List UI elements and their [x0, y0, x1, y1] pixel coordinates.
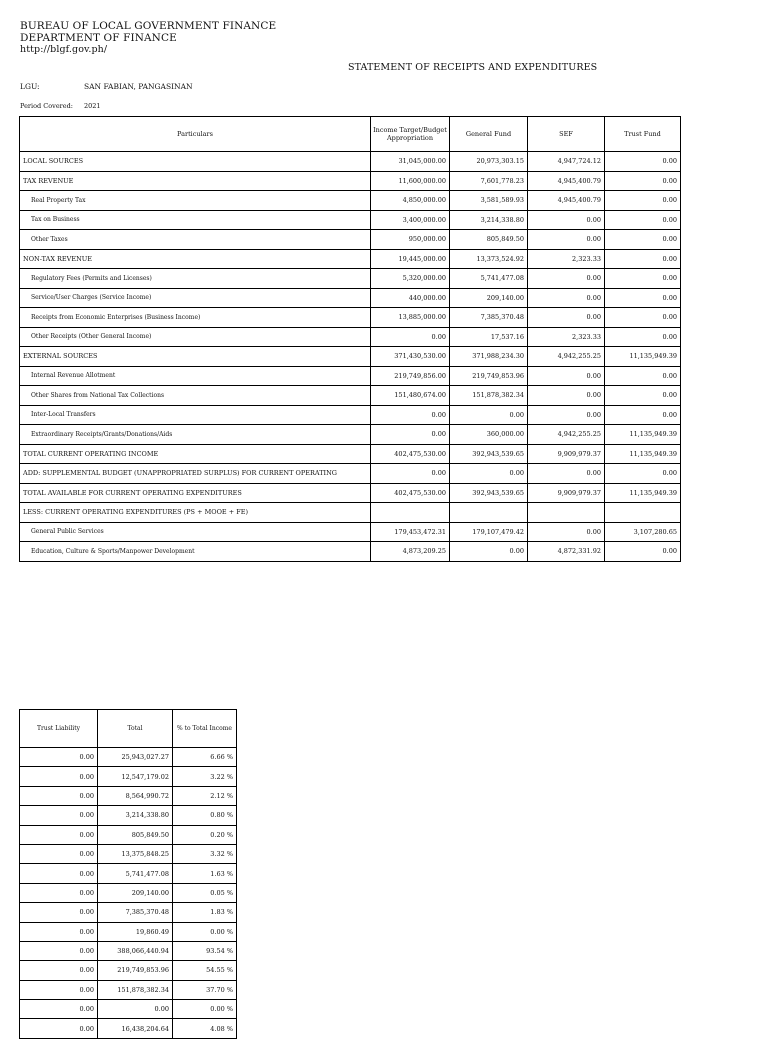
row-value: 31,045,000.00 — [371, 152, 450, 172]
table-row — [20, 980, 237, 999]
row-value: 440,000.00 — [371, 288, 450, 308]
table-row — [20, 903, 237, 922]
row-value: 0.00 — [528, 366, 605, 386]
receipts-expenditures-table — [19, 116, 681, 562]
table-row — [20, 444, 681, 464]
row-value: 805,849.50 — [450, 230, 528, 250]
totals-cell: 5,741,477.08 — [98, 864, 173, 883]
table-row — [20, 464, 681, 484]
row-particular: TOTAL CURRENT OPERATING INCOME — [20, 444, 371, 464]
row-particular: General Public Services — [20, 522, 371, 542]
table-row — [20, 748, 237, 767]
table-row — [20, 152, 681, 172]
totals-cell: 0.00 — [20, 903, 98, 922]
totals-cell: 151,878,382.34 — [98, 980, 173, 999]
row-value: 4,942,255.25 — [528, 425, 605, 445]
totals-cell: 1.83 % — [173, 903, 237, 922]
table-row — [20, 922, 237, 941]
row-value: 0.00 — [528, 464, 605, 484]
table-row — [20, 347, 681, 367]
row-value: 0.00 — [605, 152, 681, 172]
row-value: 0.00 — [605, 249, 681, 269]
totals-cell: 0.00 — [20, 767, 98, 786]
totals-cell: 7,385,370.48 — [98, 903, 173, 922]
row-value: 4,945,400.79 — [528, 191, 605, 211]
table-row — [20, 366, 681, 386]
totals-cell: 19,860.49 — [98, 922, 173, 941]
table-row — [20, 1019, 237, 1038]
row-value: 11,135,949.39 — [605, 425, 681, 445]
row-value: 950,000.00 — [371, 230, 450, 250]
table-row — [20, 191, 681, 211]
row-value: 0.00 — [605, 405, 681, 425]
row-value: 4,945,400.79 — [528, 171, 605, 191]
row-particular: LOCAL SOURCES — [20, 152, 371, 172]
totals-cell: 0.00 — [20, 980, 98, 999]
row-value — [528, 503, 605, 523]
row-value: 151,878,382.34 — [450, 386, 528, 406]
totals-cell: 209,140.00 — [98, 883, 173, 902]
col-header-trust-fund: Trust Fund — [605, 117, 681, 152]
row-value: 0.00 — [605, 191, 681, 211]
totals-cell: 388,066,440.94 — [98, 941, 173, 960]
row-particular: Other Shares from National Tax Collections — [20, 386, 371, 406]
row-value: 4,942,255.25 — [528, 347, 605, 367]
statement-title: STATEMENT OF RECEIPTS AND EXPENDITURES — [348, 62, 598, 73]
row-value: 0.00 — [605, 327, 681, 347]
totals-table — [19, 709, 237, 1039]
row-value: 0.00 — [605, 366, 681, 386]
row-value: 20,973,303.15 — [450, 152, 528, 172]
totals-cell: 0.00 — [20, 748, 98, 767]
table-row — [20, 483, 681, 503]
row-value: 219,749,856.00 — [371, 366, 450, 386]
table-row — [20, 386, 681, 406]
row-value: 219,749,853.96 — [450, 366, 528, 386]
totals-cell: 16,438,204.64 — [98, 1019, 173, 1038]
row-particular: Service/User Charges (Service Income) — [20, 288, 371, 308]
row-particular: Tax on Business — [20, 210, 371, 230]
totals-cell: 0.00 — [20, 941, 98, 960]
row-value: 0.00 — [528, 288, 605, 308]
row-value: 402,475,530.00 — [371, 483, 450, 503]
row-value: 151,480,674.00 — [371, 386, 450, 406]
row-value: 0.00 — [371, 405, 450, 425]
row-value: 0.00 — [605, 542, 681, 562]
table-row — [20, 806, 237, 825]
totals-cell: 12,547,179.02 — [98, 767, 173, 786]
row-value: 402,475,530.00 — [371, 444, 450, 464]
table-row — [20, 210, 681, 230]
table-row — [20, 941, 237, 960]
totals-cell: 805,849.50 — [98, 825, 173, 844]
row-value: 0.00 — [450, 405, 528, 425]
row-value: 4,850,000.00 — [371, 191, 450, 211]
row-value: 0.00 — [605, 386, 681, 406]
totals-cell: 54.55 % — [173, 961, 237, 980]
table-row — [20, 961, 237, 980]
row-value: 7,385,370.48 — [450, 308, 528, 328]
row-value: 5,320,000.00 — [371, 269, 450, 289]
table-row — [20, 405, 681, 425]
totals-cell: 0.00 — [20, 922, 98, 941]
row-value: 0.00 — [371, 464, 450, 484]
table-row — [20, 542, 681, 562]
table-row — [20, 767, 237, 786]
table-row — [20, 825, 237, 844]
row-value: 0.00 — [605, 210, 681, 230]
totals-cell: 6.66 % — [173, 748, 237, 767]
row-value: 3,214,338.80 — [450, 210, 528, 230]
row-particular: Real Property Tax — [20, 191, 371, 211]
totals-cell: 0.00 — [20, 864, 98, 883]
totals-cell: 4.08 % — [173, 1019, 237, 1038]
row-value: 11,600,000.00 — [371, 171, 450, 191]
row-value: 9,909,979.37 — [528, 483, 605, 503]
totals-cell: 219,749,853.96 — [98, 961, 173, 980]
totals-cell: 8,564,990.72 — [98, 786, 173, 805]
row-value: 0.00 — [450, 542, 528, 562]
row-value: 0.00 — [528, 269, 605, 289]
row-value: 19,445,000.00 — [371, 249, 450, 269]
row-particular: Other Receipts (Other General Income) — [20, 327, 371, 347]
row-value: 360,000.00 — [450, 425, 528, 445]
row-value: 3,581,589.93 — [450, 191, 528, 211]
row-value — [371, 503, 450, 523]
totals-cell: 0.05 % — [173, 883, 237, 902]
row-value: 371,430,530.00 — [371, 347, 450, 367]
table-row — [20, 503, 681, 523]
row-value: 0.00 — [528, 210, 605, 230]
row-value: 0.00 — [371, 425, 450, 445]
table-row — [20, 308, 681, 328]
totals-cell: 0.20 % — [173, 825, 237, 844]
row-value: 0.00 — [528, 230, 605, 250]
row-value: 5,741,477.08 — [450, 269, 528, 289]
row-value: 371,988,234.30 — [450, 347, 528, 367]
row-particular: Regulatory Fees (Permits and Licenses) — [20, 269, 371, 289]
row-value: 17,537.16 — [450, 327, 528, 347]
table-row — [20, 230, 681, 250]
totals-cell: 1.63 % — [173, 864, 237, 883]
row-value: 3,400,000.00 — [371, 210, 450, 230]
col-header-particulars: Particulars — [20, 117, 371, 152]
totals-cell: 37.70 % — [173, 980, 237, 999]
row-value: 0.00 — [528, 522, 605, 542]
totals-cell: 0.00 — [20, 961, 98, 980]
row-particular: NON-TAX REVENUE — [20, 249, 371, 269]
totals-cell: 0.00 — [20, 1019, 98, 1038]
row-value: 11,135,949.39 — [605, 347, 681, 367]
row-value: 0.00 — [371, 327, 450, 347]
row-value — [605, 503, 681, 523]
row-value: 11,135,949.39 — [605, 444, 681, 464]
row-value: 11,135,949.39 — [605, 483, 681, 503]
row-value: 0.00 — [605, 464, 681, 484]
row-value: 0.00 — [528, 308, 605, 328]
col-header-pct-total-income: % to Total Income — [173, 710, 237, 748]
col-header-budget: Income Target/Budget Appropriation — [371, 117, 450, 152]
table-row — [20, 883, 237, 902]
totals-cell: 0.00 % — [173, 922, 237, 941]
col-header-trust-liability: Trust Liability — [20, 710, 98, 748]
row-particular: ADD: SUPPLEMENTAL BUDGET (UNAPPROPRIATED SURPLUS) FOR CURRENT OPERATING — [20, 464, 371, 484]
table-row — [20, 269, 681, 289]
row-value: 13,373,524.92 — [450, 249, 528, 269]
row-value: 4,947,724.12 — [528, 152, 605, 172]
totals-cell: 0.00 — [98, 1000, 173, 1019]
table-row — [20, 249, 681, 269]
totals-cell: 0.00 — [20, 786, 98, 805]
row-value: 4,873,209.25 — [371, 542, 450, 562]
totals-header-row — [20, 710, 237, 748]
table-row — [20, 288, 681, 308]
row-value: 2,323.33 — [528, 327, 605, 347]
totals-cell: 3.32 % — [173, 844, 237, 863]
row-particular: EXTERNAL SOURCES — [20, 347, 371, 367]
lgu-value: SAN FABIAN, PANGASINAN — [84, 82, 193, 91]
table-row — [20, 522, 681, 542]
table-row — [20, 844, 237, 863]
table-row — [20, 327, 681, 347]
table-row — [20, 864, 237, 883]
table-row — [20, 1000, 237, 1019]
row-value: 3,107,280.65 — [605, 522, 681, 542]
totals-cell: 0.00 — [20, 806, 98, 825]
row-value: 392,943,539.65 — [450, 483, 528, 503]
row-particular: Inter-Local Transfers — [20, 405, 371, 425]
totals-cell: 3.22 % — [173, 767, 237, 786]
row-particular: TOTAL AVAILABLE FOR CURRENT OPERATING EXPENDITURES — [20, 483, 371, 503]
totals-cell: 0.00 — [20, 883, 98, 902]
department-name: DEPARTMENT OF FINANCE — [20, 32, 177, 44]
row-value: 0.00 — [528, 405, 605, 425]
row-value: 0.00 — [605, 171, 681, 191]
row-particular: Other Taxes — [20, 230, 371, 250]
period-label: Period Covered: — [20, 102, 73, 110]
row-particular: Education, Culture & Sports/Manpower Development — [20, 542, 371, 562]
period-value: 2021 — [84, 102, 101, 110]
table-row — [20, 171, 681, 191]
row-value: 4,872,331.92 — [528, 542, 605, 562]
totals-cell: 25,943,027.27 — [98, 748, 173, 767]
totals-cell: 13,375,848.25 — [98, 844, 173, 863]
row-particular: Internal Revenue Allotment — [20, 366, 371, 386]
table-row — [20, 425, 681, 445]
totals-cell: 0.00 — [20, 825, 98, 844]
row-value: 179,453,472.31 — [371, 522, 450, 542]
bureau-name: BUREAU OF LOCAL GOVERNMENT FINANCE — [20, 20, 277, 32]
table-row — [20, 786, 237, 805]
row-value: 209,140.00 — [450, 288, 528, 308]
row-value: 0.00 — [450, 464, 528, 484]
row-value: 0.00 — [605, 308, 681, 328]
row-value: 9,909,979.37 — [528, 444, 605, 464]
table-header-row — [20, 117, 681, 152]
row-value — [450, 503, 528, 523]
row-value: 0.00 — [528, 386, 605, 406]
col-header-sef: SEF — [528, 117, 605, 152]
totals-cell: 0.00 — [20, 844, 98, 863]
row-value: 0.00 — [605, 269, 681, 289]
col-header-general-fund: General Fund — [450, 117, 528, 152]
totals-cell: 0.80 % — [173, 806, 237, 825]
website-url[interactable]: http://blgf.gov.ph/ — [20, 44, 108, 55]
totals-cell: 93.54 % — [173, 941, 237, 960]
row-particular: LESS: CURRENT OPERATING EXPENDITURES (PS + MOOE + FE) — [20, 503, 371, 523]
row-value: 179,107,479.42 — [450, 522, 528, 542]
lgu-label: LGU: — [20, 82, 40, 91]
row-particular: TAX REVENUE — [20, 171, 371, 191]
row-value: 0.00 — [605, 288, 681, 308]
totals-cell: 3,214,338.80 — [98, 806, 173, 825]
row-particular: Extraordinary Receipts/Grants/Donations/Aids — [20, 425, 371, 445]
row-particular: Receipts from Economic Enterprises (Business Income) — [20, 308, 371, 328]
row-value: 2,323.33 — [528, 249, 605, 269]
col-header-total: Total — [98, 710, 173, 748]
row-value: 0.00 — [605, 230, 681, 250]
row-value: 7,601,778.23 — [450, 171, 528, 191]
totals-cell: 0.00 — [20, 1000, 98, 1019]
row-value: 392,943,539.65 — [450, 444, 528, 464]
row-value: 13,885,000.00 — [371, 308, 450, 328]
totals-cell: 0.00 % — [173, 1000, 237, 1019]
totals-cell: 2.12 % — [173, 786, 237, 805]
